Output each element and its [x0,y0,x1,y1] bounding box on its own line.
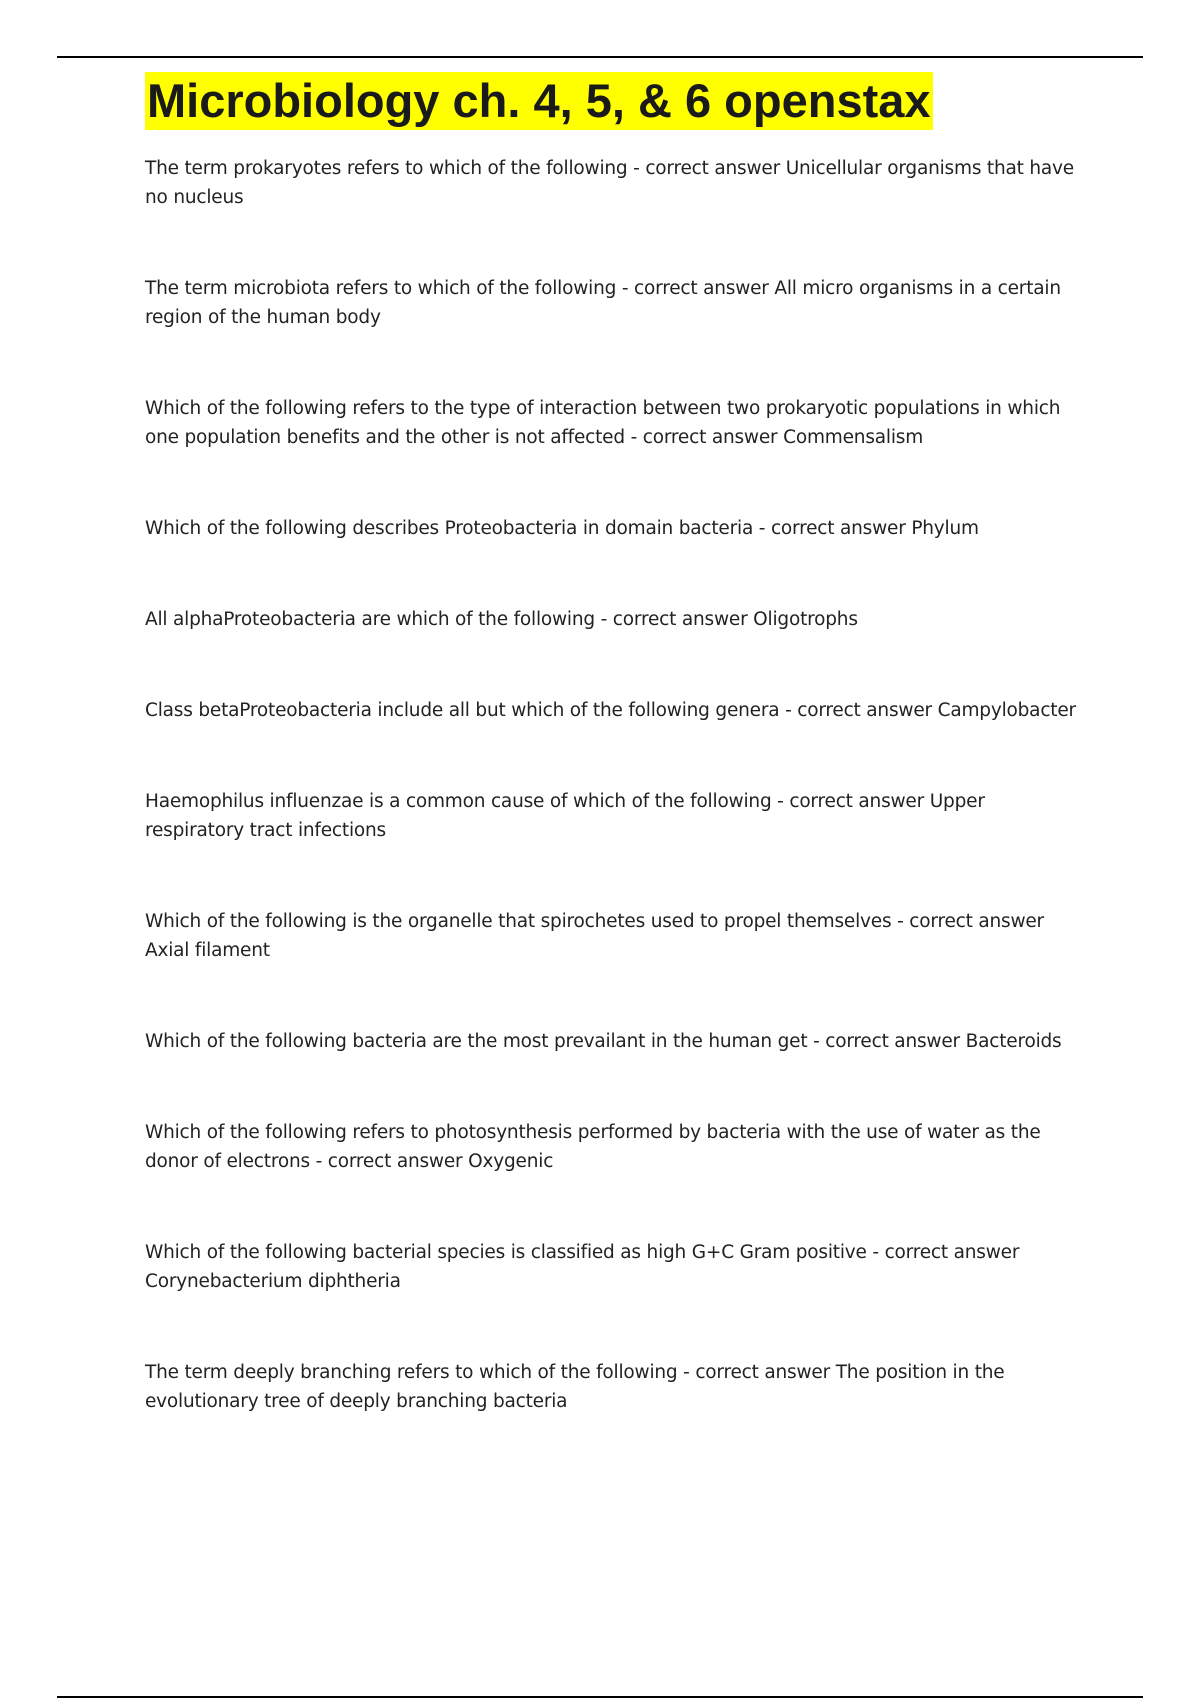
answer-text: Upper respiratory tract infections [145,791,985,841]
answer-text: Campylobacter [937,700,1076,721]
separator: - [891,911,910,932]
answer-text: All micro organisms in a certain region of the human body [145,278,1061,328]
separator: - [771,791,790,812]
answer-text: The position in the evolutionary tree of deeply branching bacteria [145,1362,1005,1412]
qa-item [145,787,1085,845]
question-text: All alphaProteobacteria are which of the following [145,609,595,630]
separator: - [594,609,613,630]
qa-item [145,154,1085,212]
separator: - [616,278,635,299]
answer-text: Corynebacterium diphtheria [145,1271,401,1292]
answer-text: Phylum [911,518,979,539]
bottom-rule [57,1696,1143,1698]
separator: - [753,518,771,539]
qa-item [145,394,1085,452]
answer-text: Commensalism [783,427,924,448]
question-text: The term prokaryotes refers to which of the following [145,158,628,179]
qa-list [145,154,1085,1478]
answer-label: correct answer [645,158,780,179]
qa-item [145,1027,1085,1056]
answer-label: correct answer [770,518,906,539]
answer-label: correct answer [327,1151,463,1172]
answer-label: correct answer [884,1242,1020,1263]
question-text: Which of the following bacterial species is classified as high G+C Gram positive [145,1242,867,1263]
answer-label: correct answer [909,911,1044,932]
separator: - [866,1242,885,1263]
answer-label: correct answer [789,791,925,812]
answer-label: correct answer [612,609,748,630]
separator: - [807,1031,826,1052]
qa-item [145,274,1085,332]
qa-item [145,514,1085,543]
question-text: Which of the following is the organelle that spirochetes used to propel themselves [145,911,892,932]
answer-label: correct answer [642,427,778,448]
qa-item [145,907,1085,965]
qa-item [145,1118,1085,1176]
separator: - [309,1151,328,1172]
question-text: Which of the following bacteria are the most prevailant in the human get [145,1031,808,1052]
qa-item [145,696,1085,725]
answer-label: correct answer [825,1031,960,1052]
question-text: Haemophilus influenzae is a common cause of which of the following [145,791,772,812]
top-rule [57,56,1143,58]
qa-item [145,605,1085,634]
answer-text: Oxygenic [468,1151,554,1172]
title-block [145,72,933,130]
question-text: Which of the following describes Proteobacteria in domain bacteria [145,518,754,539]
qa-item [145,1358,1085,1416]
answer-label: correct answer [797,700,932,721]
answer-text: Bacteroids [965,1031,1062,1052]
question-text: The term microbiota refers to which of the following [145,278,617,299]
question-text: The term deeply branching refers to which of the following [145,1362,678,1383]
separator: - [779,700,798,721]
answer-label: correct answer [695,1362,831,1383]
separator: - [677,1362,696,1383]
qa-item [145,1238,1085,1296]
answer-label: correct answer [634,278,769,299]
separator: - [624,427,643,448]
answer-text: Unicellular organisms that have no nucleus [145,158,1074,208]
answer-text: Axial filament [145,940,270,961]
document-title: Microbiology ch. 4, 5, & 6 openstax [145,72,933,130]
question-text: Which of the following refers to the type of interaction between two prokaryotic populations in which one population benefits and the other is not affected [145,398,1061,448]
question-text: Class betaProteobacteria include all but which of the following genera [145,700,780,721]
separator: - [627,158,646,179]
question-text: Which of the following refers to photosynthesis performed by bacteria with the use of water as the donor of electrons [145,1122,1041,1172]
answer-text: Oligotrophs [753,609,858,630]
